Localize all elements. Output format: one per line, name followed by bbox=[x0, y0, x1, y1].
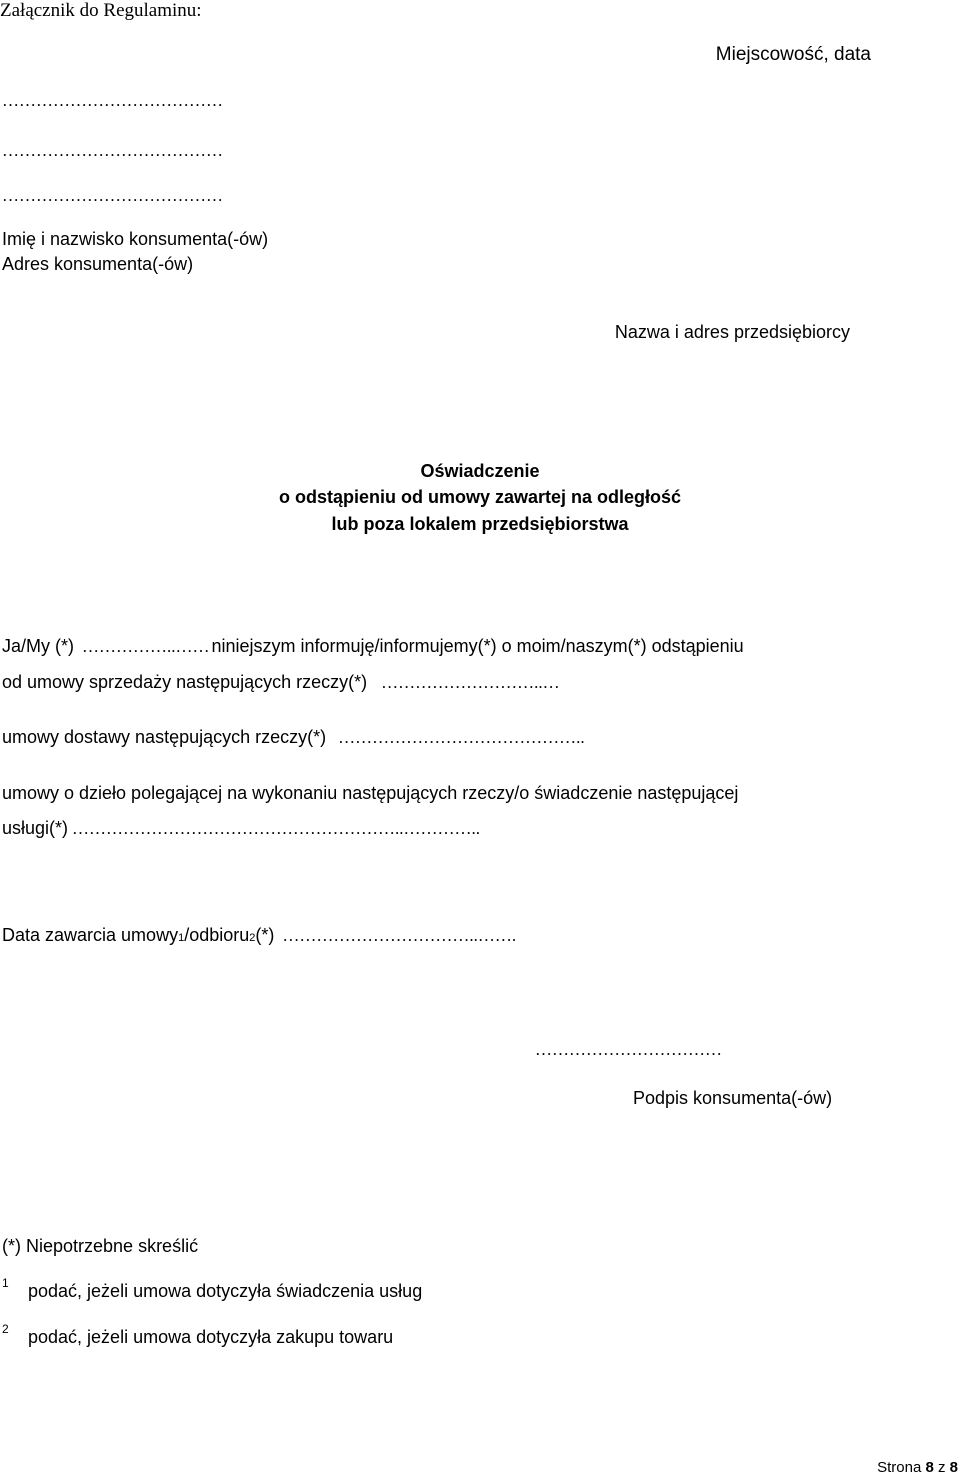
contract-date-asterisk: (*) bbox=[255, 925, 275, 945]
page-number-separator: z bbox=[937, 1459, 946, 1476]
service-blank: …………………………………………………..………….. bbox=[72, 819, 481, 838]
contract-date-label: Data zawarcia umowy bbox=[2, 925, 179, 945]
consumer-name-label: Imię i nazwisko konsumenta(-ów) bbox=[2, 229, 269, 249]
receipt-date-label: /odbioru bbox=[184, 925, 250, 945]
withdrawal-line-1-prefix: Ja/My (*) bbox=[2, 636, 74, 656]
page-number bbox=[877, 1459, 958, 1476]
delivery-goods-label: umowy dostawy następujących rzeczy(*) bbox=[2, 727, 327, 747]
statement-subtitle-2: lub poza lokalem przedsiębiorstwa bbox=[331, 514, 629, 534]
business-name-address-label: Nazwa i adres przedsiębiorcy bbox=[614, 322, 850, 342]
page-number-current: 8 bbox=[925, 1459, 934, 1476]
delivery-goods-blank: …………………………………….. bbox=[338, 728, 585, 747]
service-label: usługi(*) bbox=[2, 818, 69, 838]
consumer-dots-line-1: ………………………………… bbox=[2, 91, 223, 110]
withdrawal-line-2 bbox=[2, 672, 560, 693]
consumer-dots-line-3: ………………………………… bbox=[2, 186, 223, 205]
statement-subtitle-1: o odstąpieniu od umowy zawartej na odległość bbox=[278, 487, 682, 507]
footnote-unnecessary: (*) Niepotrzebne skreślić bbox=[2, 1236, 199, 1256]
place-date-label: Miejscowość, data bbox=[715, 44, 871, 65]
contract-date-blank: ……………………………..……. bbox=[282, 926, 517, 945]
withdrawal-line-1 bbox=[2, 636, 744, 657]
footnote-2-number: 2 bbox=[2, 1322, 9, 1336]
contract-date-line: Data zawarcia umowy 1 /odbioru 2 (*) ……………………………..……. bbox=[2, 925, 517, 945]
withdrawal-line-3 bbox=[2, 727, 585, 748]
consumer-address-label: Adres konsumenta(-ów) bbox=[2, 254, 194, 274]
statement-title: Oświadczenie bbox=[420, 461, 540, 481]
annex-label: Załącznik do Regulaminu: bbox=[0, 0, 202, 21]
consumer-name-blank: ……………..…… bbox=[82, 637, 210, 656]
footnote-2-text: podać, jeżeli umowa dotyczyła zakupu towaru bbox=[28, 1327, 394, 1347]
signature-label: Podpis konsumenta(-ów) bbox=[633, 1088, 833, 1108]
page-number-prefix: Strona bbox=[877, 1459, 922, 1476]
work-contract-label: umowy o dzieło polegającej na wykonaniu następujących rzeczy/o świadczenie następującej bbox=[2, 783, 739, 803]
sale-goods-label: od umowy sprzedaży następujących rzeczy(*) bbox=[2, 672, 368, 692]
withdrawal-line-5 bbox=[2, 818, 480, 839]
consumer-dots-line-2: ………………………………… bbox=[2, 141, 223, 160]
footnote-1-text: podać, jeżeli umowa dotyczyła świadczenia usług bbox=[28, 1281, 423, 1301]
sale-goods-blank: ………………………..… bbox=[381, 673, 560, 692]
page-number-total: 8 bbox=[949, 1459, 958, 1476]
signature-blank: …………………………… bbox=[535, 1040, 722, 1059]
withdrawal-line-1-text: niniejszym informuję/informujemy(*) o moim/naszym(*) odstąpieniu bbox=[211, 636, 744, 656]
footnote-1-number: 1 bbox=[2, 1276, 9, 1290]
